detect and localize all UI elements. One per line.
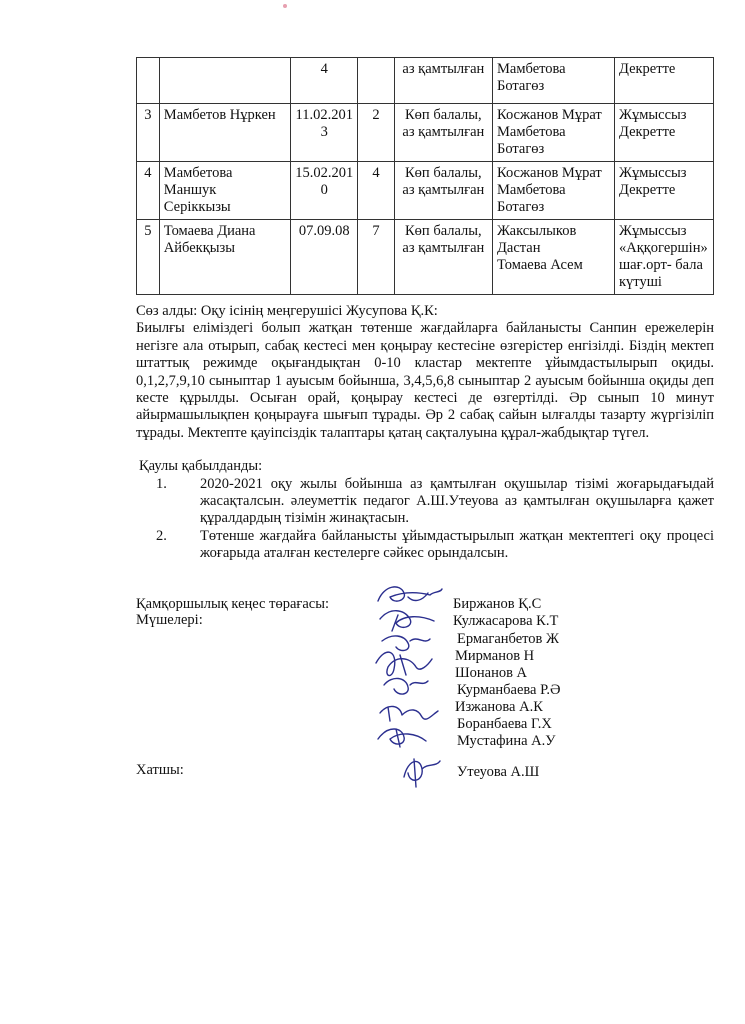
cell-line: Томаева Диана bbox=[163, 223, 256, 239]
paper-speck bbox=[283, 4, 287, 8]
cell-line: Ботагөз bbox=[497, 199, 545, 215]
cell-line: аз қамтылған bbox=[402, 240, 485, 256]
member-name: Курманбаева Р.Ә bbox=[457, 682, 561, 698]
member-name: Ермаганбетов Ж bbox=[457, 631, 560, 647]
table-row bbox=[137, 104, 714, 162]
students-table bbox=[136, 57, 714, 295]
cell-parent-status bbox=[615, 58, 714, 104]
cell-line: Көп балалы, bbox=[405, 165, 482, 181]
member-name: Шонанов А bbox=[455, 665, 528, 681]
member-name: Кулжасарова К.Т bbox=[453, 613, 559, 629]
cell-line: Томаева Асем bbox=[497, 257, 583, 273]
handwritten-signatures bbox=[370, 575, 470, 795]
decision-list bbox=[136, 476, 714, 563]
signature-chair bbox=[378, 587, 442, 601]
cell-line: 0 bbox=[320, 182, 328, 198]
cell-line: аз қамтылған bbox=[402, 182, 485, 198]
member-name: Мустафина А.У bbox=[457, 733, 556, 749]
table-row bbox=[137, 162, 714, 220]
cell-birth-date bbox=[291, 162, 358, 220]
cell-number: 4 bbox=[137, 162, 160, 220]
cell-line: «Аққогершін» bbox=[619, 240, 708, 256]
cell-student-name bbox=[159, 58, 290, 104]
cell-number bbox=[137, 58, 160, 104]
cell-children-count: 7 bbox=[358, 220, 394, 295]
secretary-name: Утеуова А.Ш bbox=[457, 764, 540, 780]
member-name: Изжанова А.К bbox=[455, 699, 543, 715]
decision-item bbox=[156, 475, 714, 528]
decision-text: 2020-2021 оқу жылы бойынша аз қамтылған оқушылар тізімі жоғарыдағыдай жасақталсын. әлеуметтік педагог А.Ш.Утеуова аз қамтылған оқушыларға қажет құралдардың тізімін жинақтасын. bbox=[200, 475, 714, 527]
cell-line: 15.02.201 bbox=[295, 165, 354, 181]
cell-birth-date bbox=[291, 220, 358, 295]
cell-category bbox=[394, 162, 492, 220]
cell-parent-status bbox=[615, 220, 714, 295]
cell-parents bbox=[493, 220, 615, 295]
cell-line: шағ.орт- бала bbox=[619, 257, 703, 273]
cell-line: Декретте bbox=[619, 124, 676, 140]
cell-student-name bbox=[159, 220, 290, 295]
cell-line: Декретте bbox=[619, 61, 676, 77]
cell-number: 3 bbox=[137, 104, 160, 162]
cell-line: аз қамтылған bbox=[402, 61, 485, 77]
signature-member bbox=[384, 678, 428, 694]
minutes-body bbox=[136, 303, 714, 563]
decision-text: Төтенше жағдайға байланысты ұйымдастырылып жатқан мектептегі оқу процесі жоғарыда аталған кестелерге сәйкес орындалсын. bbox=[200, 527, 714, 562]
resolution-title: Қаулы қабылданды: bbox=[139, 458, 263, 475]
cell-line: 3 bbox=[320, 124, 328, 140]
cell-line: Мамбетов Нұркен bbox=[163, 107, 276, 123]
table-row bbox=[137, 220, 714, 295]
cell-category bbox=[394, 104, 492, 162]
cell-line: Жаксылыков bbox=[497, 223, 577, 239]
cell-line: Жұмыссыз bbox=[619, 107, 687, 123]
chair-name: Биржанов Қ.С bbox=[453, 596, 542, 612]
cell-line: Жұмыссыз bbox=[619, 223, 687, 239]
cell-line: Дастан bbox=[497, 240, 541, 256]
cell-line: Маншук Серіккызы bbox=[163, 182, 231, 215]
speaker-line: Сөз алды: Оқу ісінің меңгерушісі Жусупова Қ.К: bbox=[136, 303, 438, 319]
decision-number: 2. 2. bbox=[156, 527, 167, 544]
member-name: Мирманов Н bbox=[455, 648, 535, 664]
decision-number: 1. 1. bbox=[156, 475, 167, 492]
cell-line: аз қамтылған bbox=[402, 124, 485, 140]
signature-member bbox=[382, 636, 430, 651]
members-label: Мүшелері: bbox=[136, 612, 203, 628]
cell-line: 11.02.201 bbox=[295, 107, 354, 123]
cell-line: Мамбетова bbox=[497, 182, 566, 198]
cell-line: Декретте bbox=[619, 182, 676, 198]
cell-line: Косжанов Мұрат bbox=[497, 165, 602, 181]
cell-line: күтуші bbox=[619, 274, 662, 290]
cell-category bbox=[394, 220, 492, 295]
cell-children-count: 2 bbox=[358, 104, 394, 162]
cell-children-count bbox=[358, 58, 394, 104]
signature-member bbox=[378, 729, 426, 747]
cell-children-count: 4 bbox=[358, 162, 394, 220]
secretary-label: Хатшы: bbox=[136, 762, 184, 778]
cell-parents bbox=[493, 162, 615, 220]
cell-line: Косжанов Мұрат bbox=[497, 107, 602, 123]
speech-paragraph: Биылғы еліміздегі болып жатқан төтенше жағдайларға байланысты Санпин ережелерін негізге ала отырып, сабақ кестесі мен қоңырау кестесіне өзгерістер енгізілді. Біздің мектеп штаттық режимде оқығандықтан 0-10 кластар мектепте ұйымдастылырып оқиды. 0,1,2,7,9,10 сыныптар 1 ауысым бойынша, 3,4,5,6,8 сыныптар 2 ауысым бойынша оқиды деп кесте құрылды. Осыған орай, қоңырау кестесі де өзгертілді. Әр сынып 10 минут айырмашылықпен қоңырауға шығып тұрады. Әр 2 сабақ сайын ылғалды тазарту жүргізіліп тұрады. Мектепте қауіпсіздік талаптары қатаң сақталуына құрал-жабдықтар түгел. bbox=[136, 320, 714, 441]
cell-line: Жұмыссыз bbox=[619, 165, 687, 181]
cell-line: Мамбетова bbox=[163, 165, 233, 181]
signature-member bbox=[376, 652, 432, 675]
cell-category bbox=[394, 58, 492, 104]
member-name: Боранбаева Г.Х bbox=[457, 716, 552, 732]
decision-item bbox=[156, 527, 714, 563]
table-row bbox=[137, 58, 714, 104]
cell-line: Көп балалы, bbox=[405, 107, 482, 123]
cell-birth-date bbox=[291, 58, 358, 104]
cell-parent-status bbox=[615, 104, 714, 162]
cell-line: 4 bbox=[320, 61, 328, 77]
cell-parents bbox=[493, 104, 615, 162]
cell-number: 5 bbox=[137, 220, 160, 295]
signature-member bbox=[380, 706, 438, 721]
signature-secretary bbox=[404, 759, 440, 787]
cell-student-name bbox=[159, 104, 290, 162]
cell-parents bbox=[493, 58, 615, 104]
students-table-body bbox=[137, 58, 714, 295]
cell-line: 07.09.08 bbox=[298, 223, 350, 239]
cell-line: Мамбетова bbox=[497, 61, 566, 77]
cell-student-name bbox=[159, 162, 290, 220]
cell-line: Ботагөз bbox=[497, 141, 545, 157]
cell-parent-status bbox=[615, 162, 714, 220]
cell-birth-date bbox=[291, 104, 358, 162]
chair-label: Қамқоршылық кеңес төрағасы: bbox=[136, 596, 329, 612]
cell-line: Көп балалы, bbox=[405, 223, 482, 239]
cell-line: Ботагөз bbox=[497, 78, 545, 94]
signature-member bbox=[380, 611, 434, 631]
cell-line: Мамбетова bbox=[497, 124, 566, 140]
cell-line: Айбекқызы bbox=[163, 240, 235, 256]
